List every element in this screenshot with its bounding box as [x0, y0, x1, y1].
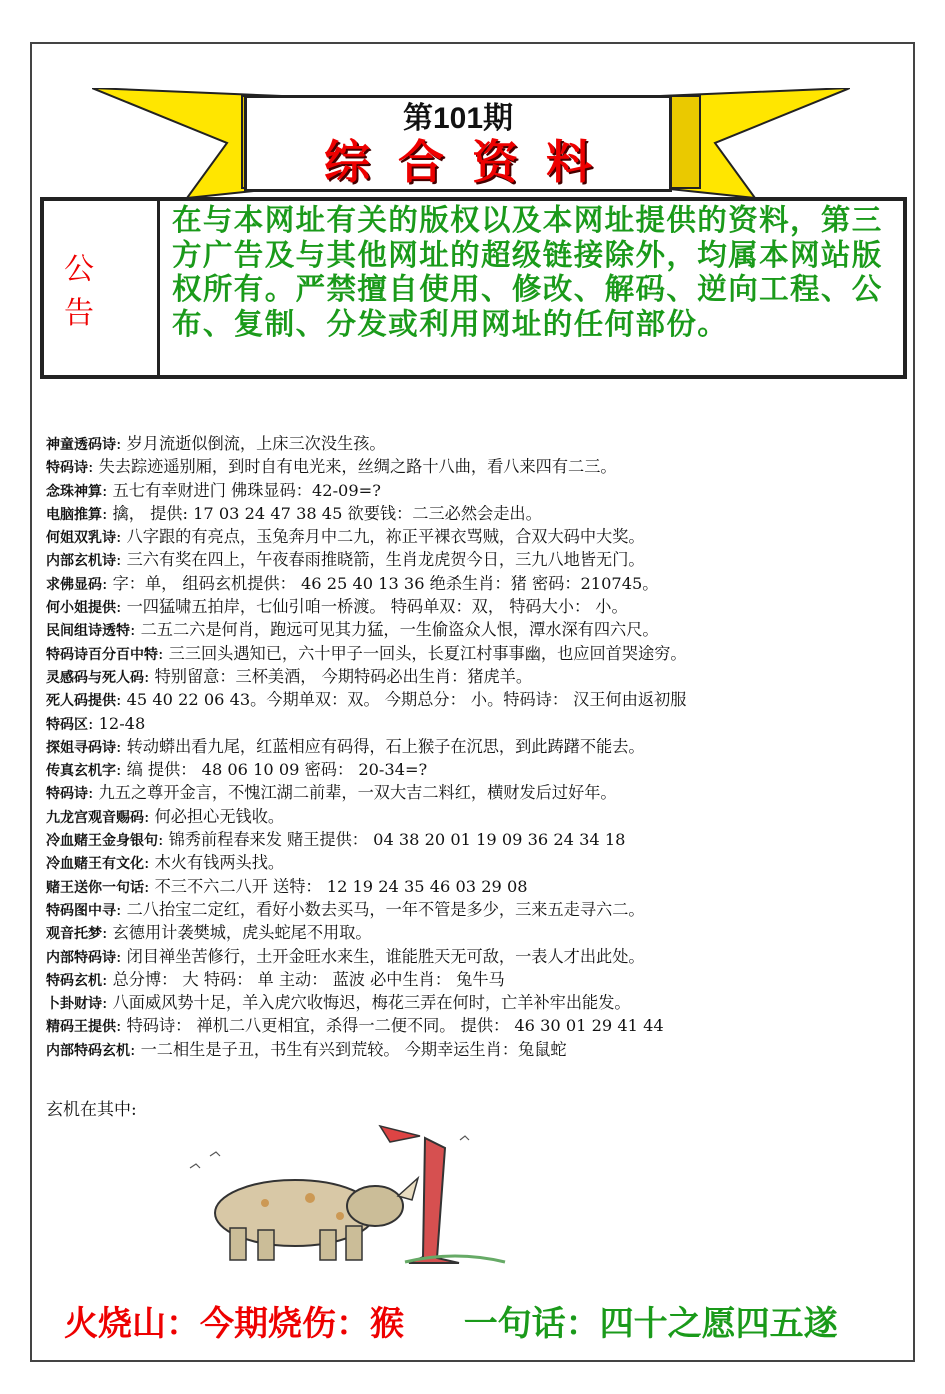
footer-fire-text: 火烧山：今期烧伤：猴 [64, 1304, 404, 1344]
list-item: 灵感码与死人码: 特别留意：三杯美酒， 今期特码必出生肖：猪虎羊。 [46, 666, 533, 686]
list-item: 内部玄机诗: 三六有奖在四上，午夜春雨推晓箭，生肖龙虎贺今日，三九八地皆无门。 [46, 550, 645, 570]
list-item: 观音托梦: 玄德用计袭樊城，虎头蛇尾不用取。 [46, 923, 372, 943]
page-title: 综合资料 [324, 135, 620, 189]
list-item: 九龙宫观音赐码: 何必担心无钱收。 [46, 806, 285, 826]
list-item: 何姐双乳诗: 八字跟的有亮点，玉兔奔月中二九，祢正平裸衣骂贼，合双大码中大奖。 [46, 527, 645, 547]
list-item: 何小姐提供: 一四猛啸五拍岸，七仙引咱一桥渡。 特码单双：双， 特码大小： 小。 [46, 597, 628, 617]
list-item: 特码图中寻: 二八抬宝二定红，看好小数去买马，一年不管是多少，三来五走寻六二。 [46, 899, 645, 919]
list-item: 特码玄机: 总分博： 大 特码： 单 主动： 蓝波 必中生肖： 兔牛马 [46, 969, 505, 989]
list-item: 冷血赌王有文化: 木火有钱两头找。 [46, 853, 285, 873]
list-item: 求佛显码: 字：单， 组码玄机提供： 46 25 40 13 36 绝杀生肖：猪 密码：210745。 [46, 573, 659, 593]
list-item: 电脑推算: 擒， 提供: 17 03 24 47 38 45 欲要钱：二三必然会走出。 [46, 503, 542, 523]
list-item: 特码区: 12-48 [46, 713, 146, 733]
list-item: 卜卦财诗: 八面威风势十足，羊入虎穴收悔迟，梅花三弄在何时，亡羊补牢出能发。 [46, 993, 631, 1013]
list-item: 内部特码玄机: 一二相生是子丑，书生有兴到荒较。 今期幸运生肖：兔鼠蛇 [46, 1039, 567, 1059]
rhino-illustration [170, 1118, 510, 1268]
notice-box [40, 197, 907, 379]
issue-number: 第101期 [402, 102, 514, 135]
list-item: 冷血赌王金身银句: 锦秀前程春来发 赌王提供： 04 38 20 01 19 09 36 24 34 18 [46, 830, 626, 850]
footer-banner [64, 1296, 838, 1345]
right-ribbon-decoration [660, 88, 850, 198]
notice-text: 在与本网址有关的版权以及本网址提供的资料，第三方广告及与其他网址的超级链接除外，均属本网站版权所有。严禁擅自使用、修改、解码、逆向工程、公布、复制、分发或利用网址的任何部份。 [172, 202, 883, 341]
list-item: 内部特码诗: 闭目禅坐苦修行，土开金旺水来生，谁能胜天无可敌，一表人才出此处。 [46, 946, 645, 966]
sub-label: 玄机在其中: [46, 1100, 137, 1120]
footer-saying-text: 一句话：四十之愿四五遂 [463, 1304, 838, 1344]
title-box [244, 95, 672, 192]
list-item: 特码诗: 失去踪迹遥别厢，到时自有电光来，丝绸之路十八曲，看八来四有二三。 [46, 457, 617, 477]
list-item: 死人码提供: 45 40 22 06 43。今期单双：双。 今期总分： 小。特码诗： 汉王何由返初服 [46, 690, 687, 710]
list-item: 精码王提供: 特码诗： 禅机二八更相宜，杀得一二便不同。 提供： 46 30 01 29 41 44 [46, 1016, 664, 1036]
list-item: 探姐寻码诗: 转动蟒出看九尾，红蓝相应有码得，石上猴子在沉思，到此踌躇不能去。 [46, 736, 645, 756]
list-item: 赌王送你一句话: 不三不六二八开 送特： 12 19 24 35 46 03 29 08 [46, 876, 528, 896]
notice-label: 公告 [44, 201, 160, 375]
list-item: 特码诗百分百中特: 三三回头遇知已，六十甲子一回头，长夏江村事事幽，也应回首哭途穷。 [46, 643, 687, 663]
list-item: 念珠神算: 五七有幸财进门 佛珠显码：42-09=? [46, 480, 381, 500]
list-item: 特码诗: 九五之尊开金言，不愧江湖二前辈，一双大吉二料红，横财发后过好年。 [46, 783, 617, 803]
list-item: 传真玄机字: 缟 提供： 48 06 10 09 密码： 20-34=? [46, 760, 428, 780]
tips-list [46, 432, 906, 1061]
list-item: 神童透码诗: 岁月流逝似倒流，上床三次没生孩。 [46, 434, 386, 453]
list-item: 民间组诗透特: 二五二六是何肖，跑远可见其力猛，一生偷盗众人恨，潭水深有四六尺。 [46, 620, 659, 640]
